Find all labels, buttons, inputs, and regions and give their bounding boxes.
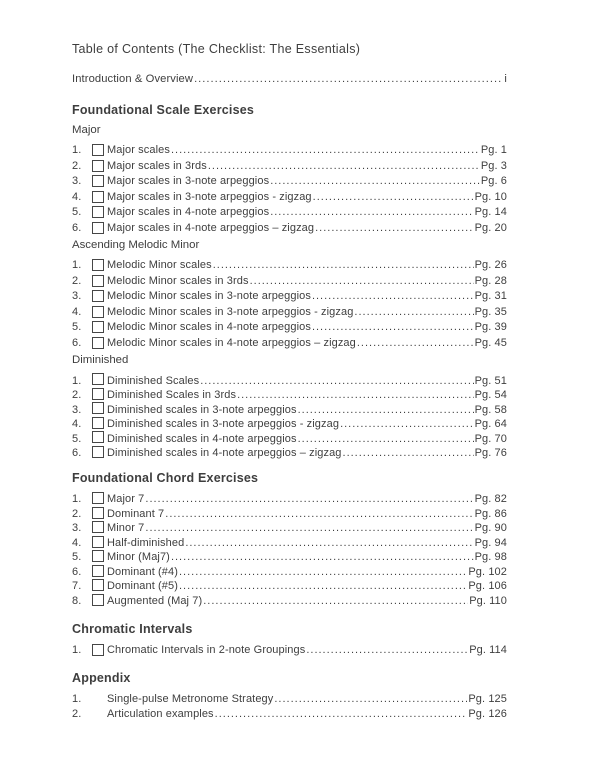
item-number: 2. — [72, 507, 82, 520]
page-number: Pg. 51 — [474, 374, 507, 387]
dotted-leader — [315, 221, 473, 237]
item-number: 1. — [72, 259, 82, 271]
toc-row — [72, 431, 507, 446]
intro-page-number: i — [504, 73, 507, 85]
page-number: Pg. 54 — [474, 389, 507, 401]
checkbox[interactable] — [92, 175, 104, 187]
dotted-leader — [250, 274, 474, 290]
dotted-leader — [270, 205, 473, 221]
toc-group — [72, 643, 507, 659]
checkbox[interactable] — [92, 290, 104, 302]
toc-list — [72, 373, 507, 460]
intro-row — [72, 72, 507, 86]
toc-row — [72, 446, 507, 461]
page-number: Pg. 1 — [480, 144, 507, 156]
dotted-leader — [208, 159, 480, 175]
checkbox[interactable] — [92, 337, 104, 349]
item-label: Major 7 — [107, 493, 145, 506]
item-number: 2. — [72, 707, 82, 720]
checkbox[interactable] — [92, 222, 104, 234]
page-number: Pg. 102 — [468, 565, 507, 578]
toc-list — [72, 258, 507, 351]
item-label: Augmented (Maj 7) — [107, 594, 203, 607]
toc-group — [72, 124, 507, 236]
dotted-leader — [270, 174, 480, 190]
checkbox[interactable] — [92, 550, 104, 562]
dotted-leader — [215, 707, 468, 722]
toc-row — [72, 579, 507, 594]
toc-group — [72, 692, 507, 722]
item-number: 3. — [72, 522, 82, 535]
checkbox[interactable] — [92, 402, 104, 414]
page-number: Pg. 58 — [474, 403, 507, 416]
toc-group — [72, 492, 507, 608]
checkbox[interactable] — [92, 191, 104, 203]
item-label: Melodic Minor scales — [107, 259, 212, 271]
group-subheading: Ascending Melodic Minor — [72, 239, 200, 251]
item-number: 3. — [72, 290, 82, 302]
item-number: 5. — [72, 551, 82, 564]
section-heading: Chromatic Intervals — [72, 622, 193, 636]
item-label: Diminished Scales — [107, 374, 200, 387]
page-number: Pg. 31 — [474, 290, 507, 302]
page-number: Pg. 94 — [474, 536, 507, 549]
page-number: Pg. 6 — [480, 175, 507, 187]
item-label: Major scales in 4-note arpeggios – zigzag — [107, 221, 315, 234]
dotted-leader — [340, 417, 474, 431]
toc-row — [72, 692, 507, 707]
item-number: 4. — [72, 418, 82, 430]
dotted-leader — [298, 403, 474, 417]
dotted-leader — [298, 432, 474, 446]
dotted-leader — [312, 289, 474, 305]
toc-row — [72, 143, 507, 159]
toc-row — [72, 643, 507, 659]
item-number: 8. — [72, 594, 82, 607]
dotted-leader — [274, 692, 467, 707]
dotted-leader — [171, 143, 480, 159]
item-label: Melodic Minor scales in 3-note arpeggios — [107, 290, 311, 302]
page-number: Pg. 14 — [474, 206, 507, 218]
toc-row — [72, 507, 507, 522]
dotted-leader — [312, 320, 474, 336]
checkbox[interactable] — [92, 388, 104, 400]
item-number: 6. — [72, 447, 82, 459]
checkbox[interactable] — [92, 536, 104, 548]
item-number: 4. — [72, 536, 82, 549]
item-number: 1. — [72, 493, 82, 506]
item-number: 5. — [72, 321, 82, 333]
item-number: 5. — [72, 432, 82, 445]
toc-row — [72, 258, 507, 274]
item-number: 3. — [72, 175, 82, 187]
item-label: Chromatic Intervals in 2-note Groupings — [107, 644, 306, 656]
toc-group — [72, 354, 507, 460]
page-number: Pg. 98 — [474, 551, 507, 564]
item-label: Dominant (#5) — [107, 580, 178, 593]
dotted-leader — [213, 258, 474, 274]
item-label: Dominant (#4) — [107, 565, 178, 578]
checkbox[interactable] — [92, 446, 104, 458]
sections — [72, 103, 507, 722]
item-number: 1. — [72, 644, 82, 656]
checkbox[interactable] — [92, 417, 104, 429]
toc-row — [72, 417, 507, 432]
dotted-leader — [179, 566, 467, 579]
dotted-leader — [313, 190, 474, 206]
toc-row — [72, 521, 507, 536]
dotted-leader — [145, 522, 473, 535]
page-number: Pg. 39 — [474, 321, 507, 333]
toc-row — [72, 707, 507, 722]
item-number: 7. — [72, 580, 82, 593]
toc-row — [72, 550, 507, 565]
checkbox[interactable] — [92, 160, 104, 172]
dotted-leader — [203, 595, 468, 608]
toc-row — [72, 492, 507, 507]
item-label: Diminished Scales in 3rds — [107, 389, 237, 401]
group-subheading: Diminished — [72, 354, 129, 366]
checkbox[interactable] — [92, 144, 104, 156]
checkbox[interactable] — [92, 521, 104, 533]
page-number: Pg. 35 — [474, 305, 507, 318]
page-number: Pg. 28 — [474, 274, 507, 287]
item-number: 3. — [72, 403, 82, 416]
page-number: Pg. 82 — [474, 493, 507, 506]
item-label: Major scales — [107, 144, 170, 156]
item-label: Major scales in 3-note arpeggios — [107, 175, 270, 187]
toc-list — [72, 692, 507, 722]
item-label: Half-diminished — [107, 536, 185, 549]
toc-row — [72, 373, 507, 388]
checkbox[interactable] — [92, 579, 104, 591]
section-heading: Foundational Chord Exercises — [72, 471, 259, 485]
checkbox[interactable] — [92, 431, 104, 443]
page-number: Pg. 76 — [474, 447, 507, 459]
dotted-leader — [354, 305, 473, 321]
toc-list — [72, 643, 507, 659]
toc-row — [72, 190, 507, 206]
page-number: Pg. 70 — [474, 432, 507, 445]
section-heading: Foundational Scale Exercises — [72, 103, 255, 117]
toc-row — [72, 174, 507, 190]
checkbox[interactable] — [92, 594, 104, 606]
toc-row — [72, 336, 507, 352]
page-number: Pg. 114 — [469, 644, 507, 656]
checkbox[interactable] — [92, 644, 104, 656]
page-number: Pg. 10 — [474, 190, 507, 203]
item-number: 6. — [72, 221, 82, 234]
toc-group — [72, 239, 507, 351]
item-number: 2. — [72, 389, 82, 401]
dotted-leader — [343, 446, 474, 460]
toc-row — [72, 205, 507, 221]
toc-row — [72, 320, 507, 336]
page-number: Pg. 106 — [468, 580, 507, 593]
item-label: Minor (Maj7) — [107, 551, 170, 564]
item-number: 1. — [72, 692, 82, 705]
toc-list — [72, 143, 507, 236]
item-label: Melodic Minor scales in 4-note arpeggios – zigzag — [107, 336, 356, 349]
toc-row — [72, 305, 507, 321]
checkbox[interactable] — [92, 507, 104, 519]
dotted-leader — [179, 580, 467, 593]
dotted-leader — [194, 72, 503, 86]
toc-row — [72, 565, 507, 580]
toc-section — [72, 103, 507, 460]
checkbox[interactable] — [92, 206, 104, 218]
item-number: 2. — [72, 159, 82, 172]
dotted-leader — [145, 493, 473, 506]
page-number: Pg. 20 — [474, 221, 507, 234]
dotted-leader — [171, 551, 474, 564]
page-number: Pg. 26 — [474, 259, 507, 271]
toc-section — [72, 471, 507, 608]
checkbox[interactable] — [92, 259, 104, 271]
page-number: Pg. 45 — [474, 336, 507, 349]
intro-label: Introduction & Overview — [72, 73, 194, 85]
group-subheading: Major — [72, 124, 101, 136]
item-label: Minor 7 — [107, 522, 145, 535]
page-number: Pg. 110 — [469, 594, 507, 607]
item-label: Melodic Minor scales in 4-note arpeggios — [107, 321, 311, 333]
page-number: Pg. 3 — [480, 159, 507, 172]
item-label: Major scales in 3rds — [107, 159, 207, 172]
item-number: 1. — [72, 374, 82, 387]
checkbox[interactable] — [92, 306, 104, 318]
item-label: Dominant 7 — [107, 507, 165, 520]
toc-row — [72, 536, 507, 551]
item-number: 6. — [72, 336, 82, 349]
checkbox[interactable] — [92, 275, 104, 287]
item-number: 4. — [72, 305, 82, 318]
dotted-leader — [306, 643, 468, 659]
toc-row — [72, 274, 507, 290]
checkbox[interactable] — [92, 373, 104, 385]
item-number: 1. — [72, 144, 82, 156]
dotted-leader — [237, 388, 474, 402]
page-number: Pg. 64 — [474, 418, 507, 430]
item-label: Single-pulse Metronome Strategy — [107, 692, 274, 705]
item-number: 4. — [72, 190, 82, 203]
item-label: Diminished scales in 3-note arpeggios - zigzag — [107, 418, 340, 430]
toc-row — [72, 388, 507, 403]
page-number: Pg. 86 — [474, 507, 507, 520]
toc-section — [72, 671, 507, 722]
item-label: Diminished scales in 4-note arpeggios — [107, 432, 297, 445]
checkbox[interactable] — [92, 492, 104, 504]
dotted-leader — [185, 537, 473, 550]
section-heading: Appendix — [72, 670, 131, 685]
item-number: 2. — [72, 274, 82, 287]
item-number: 5. — [72, 206, 82, 218]
dotted-leader — [357, 336, 474, 352]
page-number: Pg. 90 — [474, 522, 507, 535]
toc-row — [72, 221, 507, 237]
dotted-leader — [165, 508, 473, 521]
checkbox[interactable] — [92, 321, 104, 333]
toc-row — [72, 159, 507, 175]
toc-row — [72, 289, 507, 305]
page-number: Pg. 125 — [468, 692, 507, 705]
item-label: Melodic Minor scales in 3rds — [107, 274, 249, 287]
toc-list — [72, 492, 507, 608]
page-number: Pg. 126 — [468, 707, 507, 720]
item-label: Major scales in 3-note arpeggios - zigzag — [107, 190, 312, 203]
toc-row — [72, 402, 507, 417]
item-label: Diminished scales in 4-note arpeggios – zigzag — [107, 447, 342, 459]
toc-row — [72, 594, 507, 609]
item-number: 6. — [72, 565, 82, 578]
checkbox[interactable] — [92, 565, 104, 577]
item-label: Diminished scales in 3-note arpeggios — [107, 403, 297, 416]
item-label: Articulation examples — [107, 707, 214, 720]
page-title: Table of Contents (The Checklist: The Essentials) — [72, 42, 361, 56]
toc-section — [72, 622, 507, 659]
item-label: Melodic Minor scales in 3-note arpeggios - zigzag — [107, 305, 354, 318]
dotted-leader — [200, 374, 473, 388]
item-label: Major scales in 4-note arpeggios — [107, 206, 270, 218]
